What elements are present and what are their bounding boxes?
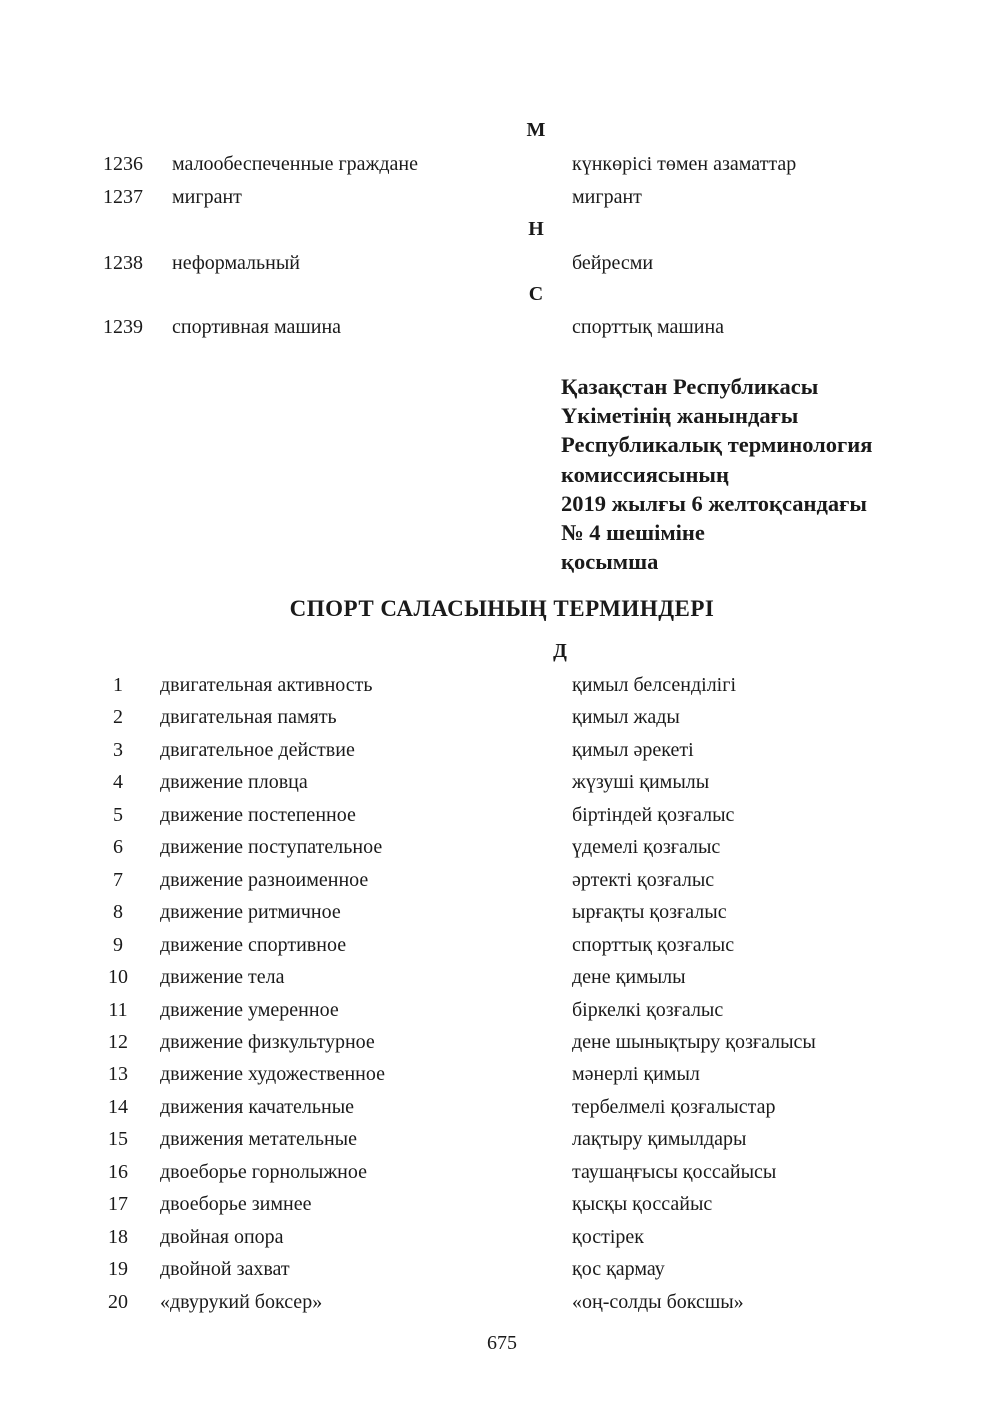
term-number: 10 (108, 966, 128, 989)
term-number: 14 (108, 1095, 128, 1118)
term-russian: двоеборье горнолыжное (160, 1160, 367, 1183)
term-row (0, 1222, 1004, 1252)
term-kazakh: қимыл әрекеті (572, 738, 694, 761)
term-russian: малообеспеченные граждане (172, 153, 418, 175)
term-number: 1 (113, 674, 123, 696)
term-russian: движение ритмичное (160, 901, 341, 924)
term-number: 19 (108, 1258, 128, 1281)
term-number: 1236 (103, 153, 143, 175)
term-number: 1239 (103, 316, 143, 338)
term-number: 13 (108, 1063, 128, 1086)
term-number: 17 (108, 1193, 128, 1216)
term-row (0, 1027, 1004, 1057)
term-kazakh: мигрант (572, 186, 642, 208)
term-russian: движение постепенное (160, 803, 356, 826)
term-number: 11 (108, 998, 128, 1021)
term-kazakh: күнкөрісі төмен азаматтар (572, 153, 797, 175)
term-row (0, 1059, 1004, 1089)
term-number: 9 (113, 933, 123, 956)
term-row (0, 995, 1004, 1025)
term-kazakh: лақтыру қимылдары (572, 1128, 747, 1151)
approval-line: Қазақстан Республикасы (561, 374, 819, 399)
term-row (0, 312, 1004, 342)
term-russian: неформальный (172, 252, 300, 274)
term-russian: «двурукий боксер» (160, 1290, 323, 1313)
term-number: 1237 (103, 186, 143, 208)
term-number: 4 (113, 771, 123, 794)
term-row (0, 832, 1004, 862)
term-number: 8 (113, 901, 123, 924)
term-row (0, 930, 1004, 960)
term-row (0, 1189, 1004, 1219)
term-number: 5 (113, 803, 123, 826)
term-kazakh: тербелмелі қозғалыстар (572, 1095, 776, 1118)
approval-line: 2019 жылғы 6 желтоқсандағы (561, 490, 867, 516)
approval-note (561, 372, 872, 576)
term-row (0, 149, 1004, 179)
term-kazakh: қимыл жады (572, 706, 680, 729)
term-row (0, 767, 1004, 797)
term-row (0, 670, 1004, 700)
letter-heading-m: М (526, 119, 546, 141)
approval-line: қосымша (561, 549, 659, 575)
approval-line: Үкіметінің жанындағы (561, 403, 799, 429)
page-number: 675 (487, 1332, 517, 1354)
term-russian: двигательная память (160, 706, 337, 729)
term-number: 15 (108, 1128, 128, 1151)
term-russian: двигательная активность (160, 674, 373, 696)
term-row (0, 1287, 1004, 1317)
term-russian: движение спортивное (160, 933, 347, 956)
term-number: 12 (108, 1030, 128, 1053)
term-row (0, 800, 1004, 830)
term-kazakh: таушаңғысы қоссайысы (572, 1160, 777, 1183)
term-kazakh: үдемелі қозғалыс (572, 836, 721, 859)
term-number: 1238 (103, 252, 143, 274)
term-russian: движение пловца (160, 771, 308, 794)
approval-line: комиссиясының (561, 461, 729, 487)
letter-heading-d: Д (553, 640, 567, 662)
term-kazakh: қимыл белсенділігі (572, 674, 736, 696)
term-kazakh: ырғақты қозғалыс (572, 901, 727, 924)
term-row (0, 962, 1004, 992)
term-kazakh: дене шынықтыру қозғалысы (572, 1030, 816, 1053)
term-kazakh: қос қармау (572, 1258, 665, 1281)
term-number: 2 (113, 706, 123, 729)
term-russian: мигрант (172, 186, 242, 208)
term-russian: спортивная машина (172, 316, 342, 338)
letter-heading-n: Н (528, 218, 544, 240)
term-russian: движение художественное (160, 1063, 385, 1086)
term-row (0, 248, 1004, 278)
term-row (0, 897, 1004, 927)
term-row (0, 1157, 1004, 1187)
term-kazakh: спорттық машина (572, 316, 725, 338)
term-russian: движение физкультурное (160, 1030, 375, 1053)
term-number: 16 (108, 1160, 128, 1183)
term-russian: движение умеренное (160, 998, 339, 1021)
term-kazakh: мәнерлі қимыл (572, 1063, 700, 1086)
term-row (0, 702, 1004, 732)
approval-line: № 4 шешіміне (561, 520, 705, 546)
term-number: 20 (108, 1290, 128, 1313)
term-kazakh: біртіндей қозғалыс (572, 803, 735, 826)
term-russian: движения метательные (160, 1128, 357, 1151)
approval-line: Республикалық терминология (561, 432, 873, 458)
term-russian: двигательное действие (160, 738, 355, 761)
term-kazakh: «оң-солды боксшы» (572, 1290, 744, 1313)
term-russian: двойная опора (160, 1225, 284, 1248)
term-row (0, 182, 1004, 212)
term-row (0, 1124, 1004, 1154)
term-russian: движение разноименное (160, 868, 369, 891)
term-kazakh: дене қимылы (572, 966, 686, 989)
term-russian: движение тела (160, 966, 285, 989)
term-number: 18 (108, 1225, 128, 1248)
term-number: 3 (113, 738, 123, 761)
term-number: 6 (113, 836, 123, 859)
term-row (0, 735, 1004, 765)
term-kazakh: қостірек (572, 1225, 644, 1248)
term-kazakh: спорттық қозғалыс (572, 933, 735, 956)
letter-heading-s: С (528, 283, 544, 305)
term-kazakh: бейресми (572, 252, 654, 274)
term-kazakh: әртекті қозғалыс (572, 868, 715, 891)
term-number: 7 (113, 868, 123, 891)
term-russian: двойной захват (160, 1258, 290, 1281)
page-title: СПОРТ САЛАСЫНЫҢ ТЕРМИНДЕРІ (289, 596, 715, 621)
term-row (0, 1092, 1004, 1122)
term-row (0, 865, 1004, 895)
term-kazakh: қысқы қоссайыс (572, 1193, 713, 1216)
term-kazakh: біркелкі қозғалыс (572, 998, 724, 1021)
term-russian: движения качательные (160, 1095, 355, 1118)
term-kazakh: жүзуші қимылы (572, 771, 710, 794)
term-russian: движение поступательное (160, 836, 383, 859)
term-russian: двоеборье зимнее (160, 1193, 312, 1216)
term-row (0, 1254, 1004, 1284)
